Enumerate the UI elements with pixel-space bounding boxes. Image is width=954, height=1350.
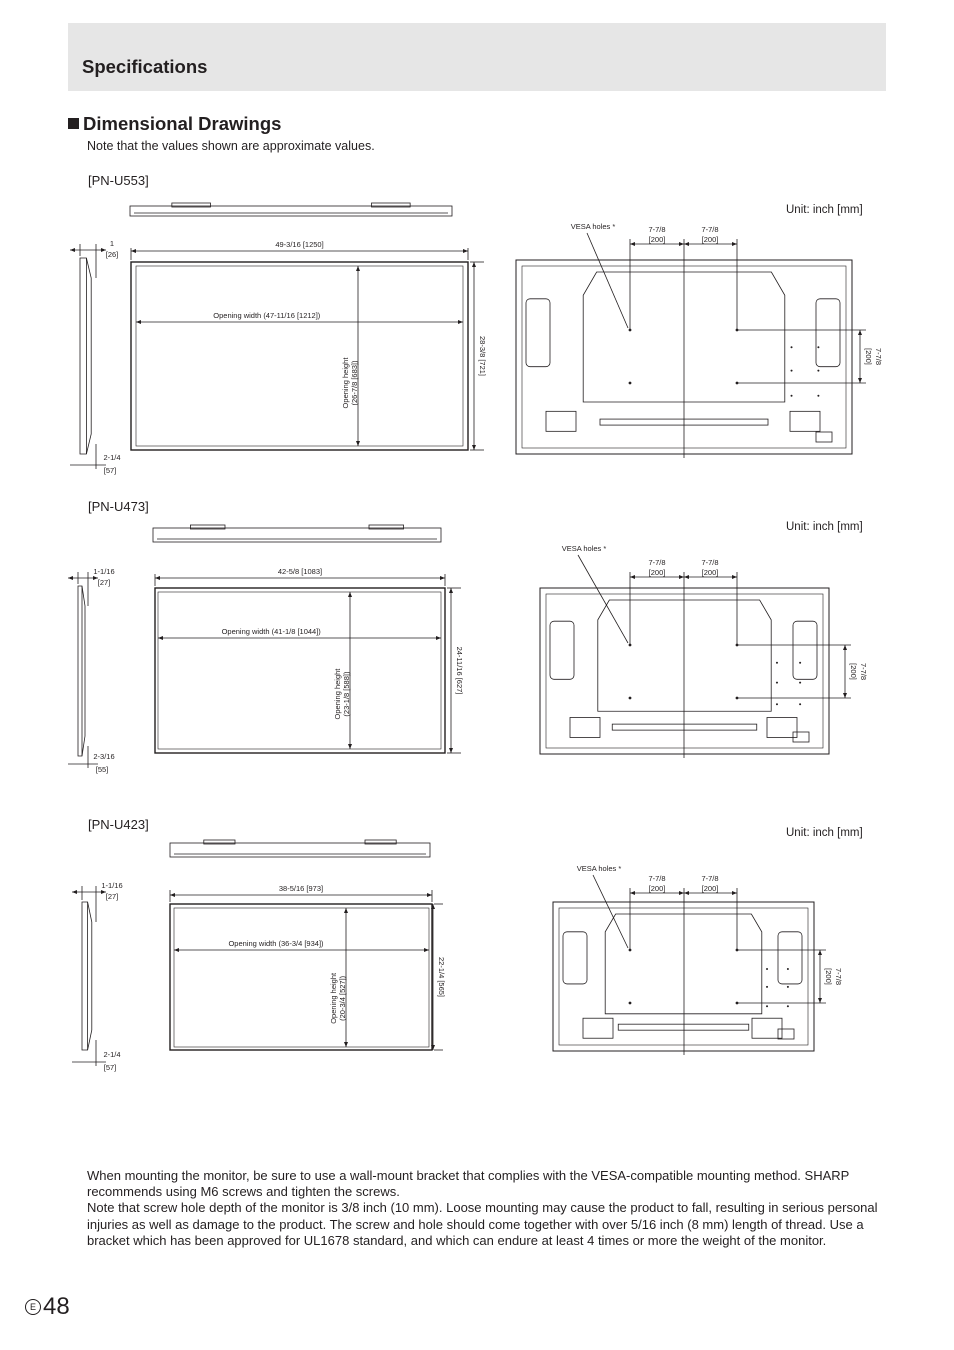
opening-height-label: Opening height [341, 357, 350, 409]
bottom-inch-label: 2-3/16 [93, 752, 115, 761]
unit-label-2: Unit: inch [mm] [786, 521, 863, 533]
bottom-mm-label: [57] [103, 1063, 117, 1072]
vesa-spacing-label: 7-7/8 [648, 558, 666, 567]
vesa-vertical-label: 7-7/8 [859, 662, 868, 681]
power-inlet [793, 732, 809, 742]
opening-height-value: (26-7/8 [683]) [350, 360, 359, 406]
arrow-head [158, 636, 163, 640]
vesa-vertical-mm-label: [200] [864, 348, 873, 365]
vesa-spacing-label: 7-7/8 [648, 874, 666, 883]
vesa-spacing-mm-label: [200] [648, 568, 666, 577]
arrow-head [424, 948, 429, 952]
arrow-head [136, 320, 141, 324]
screw-hole [787, 968, 789, 970]
arrow-head [630, 575, 635, 579]
overall-width-label: 49-3/16 [1250] [275, 240, 324, 249]
arrow-head [732, 891, 737, 895]
handle-left [563, 932, 587, 984]
bottom-inch-label: 2-1/4 [103, 453, 121, 462]
arrow-head [684, 242, 689, 246]
mounting-note-2: Note that screw hole depth of the monitor is 3/8 inch (10 mm). Loose mounting may cause the product to fall, resulting in serious personal injuries as well as damage to the product. The screw and hole should come together with over 5/16 inch (8 mm) length of thread. Use a bracket which has been approved for UL1678 standard, and which can endure at least 4 times or more the weight of the monitor. [87, 1200, 878, 1248]
bottom-mm-label: [57] [103, 466, 117, 475]
vesa-spacing-mm-label: [200] [701, 235, 719, 244]
screw-hole [791, 370, 793, 372]
screw-hole [817, 346, 819, 348]
arrow-head [630, 891, 635, 895]
back-view-outline [553, 902, 814, 1051]
language-badge: E [25, 1299, 41, 1315]
speaker-box-right [790, 411, 820, 431]
screw-hole [776, 662, 778, 664]
back-view-outline [540, 588, 829, 754]
overall-height-label: 24-11/16 [627] [455, 646, 464, 695]
drawings-layer [68, 203, 883, 1072]
depth-mm-label: [27] [97, 578, 111, 587]
model-label-pn-u553: [PN-U553] [88, 173, 149, 188]
vesa-spacing-label: 7-7/8 [701, 874, 719, 883]
opening-outline [158, 592, 441, 749]
depth-inch-label: 1-1/16 [101, 881, 123, 890]
arrow-head [356, 266, 360, 271]
vesa-spacing-mm-label: [200] [701, 568, 719, 577]
overall-width-label: 38-5/16 [973] [278, 884, 324, 893]
opening-width-label: Opening width (36-3/4 [934]) [228, 939, 324, 948]
vesa-spacing-mm-label: [200] [648, 235, 666, 244]
top-view-bracket [190, 525, 225, 529]
back-rail [612, 724, 757, 730]
vesa-spacing-label: 7-7/8 [701, 225, 719, 234]
opening-outline [174, 908, 429, 1047]
arrow-head [436, 636, 441, 640]
vesa-spacing-mm-label: [200] [648, 884, 666, 893]
approx-values-note: Note that the values shown are approximate values. [87, 139, 375, 153]
vesa-hole [629, 697, 632, 700]
mounting-notes [87, 1168, 897, 1249]
speaker-box-left [583, 1018, 613, 1038]
screw-hole [799, 682, 801, 684]
opening-height-label: Opening height [333, 668, 342, 720]
screw-hole [799, 662, 801, 664]
arrow-head [356, 441, 360, 446]
arrow-head [843, 693, 847, 698]
leader-line [593, 875, 628, 948]
arrow-head [732, 575, 737, 579]
speaker-box-right [752, 1018, 782, 1038]
back-rail [618, 1024, 749, 1030]
arrow-head [449, 748, 453, 753]
arrow-head [684, 891, 689, 895]
front-view-outline [170, 904, 432, 1050]
side-view-outline [78, 586, 85, 756]
model-drawing-1 [70, 203, 883, 475]
arrow-head [858, 378, 862, 383]
vesa-vertical-mm-label: [200] [824, 968, 833, 985]
vesa-spacing-mm-label: [200] [701, 884, 719, 893]
screw-hole [766, 1005, 768, 1007]
arrow-head [70, 248, 75, 252]
screw-hole [787, 986, 789, 988]
opening-height-label: Opening height [329, 972, 338, 1024]
arrow-head [684, 575, 689, 579]
arrow-head [679, 575, 684, 579]
arrow-head [348, 744, 352, 749]
front-view-outline [155, 588, 445, 753]
opening-width-label: Opening width (47-11/16 [1212]) [213, 311, 321, 320]
handle-right [793, 621, 817, 679]
unit-label-1: Unit: inch [mm] [786, 204, 863, 216]
arrow-head [843, 645, 847, 650]
arrow-head [68, 576, 73, 580]
bottom-mm-label: [55] [95, 765, 109, 774]
overall-height-label: 28-3/8 [721] [478, 335, 487, 377]
arrow-head [449, 588, 453, 593]
vesa-spacing-label: 7-7/8 [648, 225, 666, 234]
speaker-box-left [546, 411, 576, 431]
model-drawing-2 [68, 525, 868, 774]
vesa-holes-label: VESA holes * [561, 544, 607, 553]
overall-height-label: 22-1/4 [565] [437, 956, 446, 998]
top-view-bracket [369, 525, 404, 529]
arrow-head [732, 242, 737, 246]
screw-hole [817, 395, 819, 397]
arrow-head [679, 891, 684, 895]
arrow-head [458, 320, 463, 324]
leader-line [587, 233, 628, 328]
arrow-head [818, 950, 822, 955]
screw-hole [791, 346, 793, 348]
leader-line [578, 555, 628, 643]
screw-hole [791, 395, 793, 397]
overall-width-label: 42-5/8 [1083] [277, 567, 323, 576]
vesa-hole [629, 1002, 632, 1005]
screw-hole [799, 703, 801, 705]
speaker-box-left [570, 717, 600, 737]
arrow-head [155, 576, 160, 580]
arrow-head [344, 1042, 348, 1047]
vesa-vertical-mm-label: [200] [849, 663, 858, 680]
power-inlet [778, 1029, 794, 1039]
depth-inch-label: 1 [109, 239, 115, 248]
vesa-hole [629, 382, 632, 385]
arrow-head [344, 908, 348, 913]
top-view-outline [170, 843, 430, 857]
top-view-bracket [204, 840, 235, 844]
arrow-head [858, 330, 862, 335]
arrow-head [472, 262, 476, 267]
handle-left [550, 621, 574, 679]
handle-left [526, 299, 550, 367]
screw-hole [776, 703, 778, 705]
screw-hole [817, 370, 819, 372]
depth-mm-label: [27] [105, 892, 119, 901]
page-number-text: 48 [43, 1293, 70, 1320]
mounting-note-1: When mounting the monitor, be sure to use a wall-mount bracket that complies with the VESA-compatible mounting method. SHARP recommends using M6 screws and tighten the screws. [87, 1168, 850, 1200]
page-number [25, 1293, 70, 1321]
opening-height-value: (20-3/4 [527]) [338, 975, 347, 1021]
arrow-head [440, 576, 445, 580]
arrow-head [174, 948, 179, 952]
arrow-head [131, 249, 136, 253]
vesa-spacing-label: 7-7/8 [701, 558, 719, 567]
vesa-vertical-label: 7-7/8 [834, 967, 843, 986]
arrow-head [630, 242, 635, 246]
model-label-pn-u423: [PN-U423] [88, 817, 149, 832]
page-title: Specifications [82, 56, 208, 77]
unit-label-3: Unit: inch [mm] [786, 827, 863, 839]
bottom-inch-label: 2-1/4 [103, 1050, 121, 1059]
side-view-outline [82, 902, 92, 1050]
vesa-vertical-label: 7-7/8 [874, 347, 883, 366]
arrow-head [679, 242, 684, 246]
arrow-head [818, 998, 822, 1003]
model-drawing-3 [72, 840, 843, 1072]
vesa-holes-label: VESA holes * [576, 864, 622, 873]
handle-right [778, 932, 802, 984]
depth-inch-label: 1-1/16 [93, 567, 115, 576]
arrow-head [72, 890, 77, 894]
model-label-pn-u473: [PN-U473] [88, 499, 149, 514]
arrow-head [463, 249, 468, 253]
arrow-head [427, 893, 432, 897]
screw-hole [776, 682, 778, 684]
speaker-box-right [767, 717, 797, 737]
handle-right [816, 299, 840, 367]
back-plate-outline [605, 914, 762, 1014]
front-view-outline [131, 262, 468, 450]
section-title-text: Dimensional Drawings [83, 113, 282, 134]
side-view-outline [80, 258, 91, 454]
screw-hole [766, 986, 768, 988]
top-view-bracket [365, 840, 396, 844]
screw-hole [787, 1005, 789, 1007]
arrow-head [472, 445, 476, 450]
arrow-head [170, 893, 175, 897]
power-inlet [816, 432, 832, 442]
back-plate-outline [598, 600, 771, 711]
top-view-outline [130, 206, 452, 216]
screw-hole [766, 968, 768, 970]
arrow-head [348, 592, 352, 597]
opening-height-value: (23-1/8 [588]) [342, 671, 351, 717]
vesa-holes-label: VESA holes * [570, 222, 616, 231]
depth-mm-label: [26] [105, 250, 119, 259]
opening-width-label: Opening width (41-1/8 [1044]) [221, 627, 321, 636]
opening-outline [136, 266, 463, 446]
back-view-inner [546, 594, 823, 748]
top-view-outline [153, 528, 441, 542]
